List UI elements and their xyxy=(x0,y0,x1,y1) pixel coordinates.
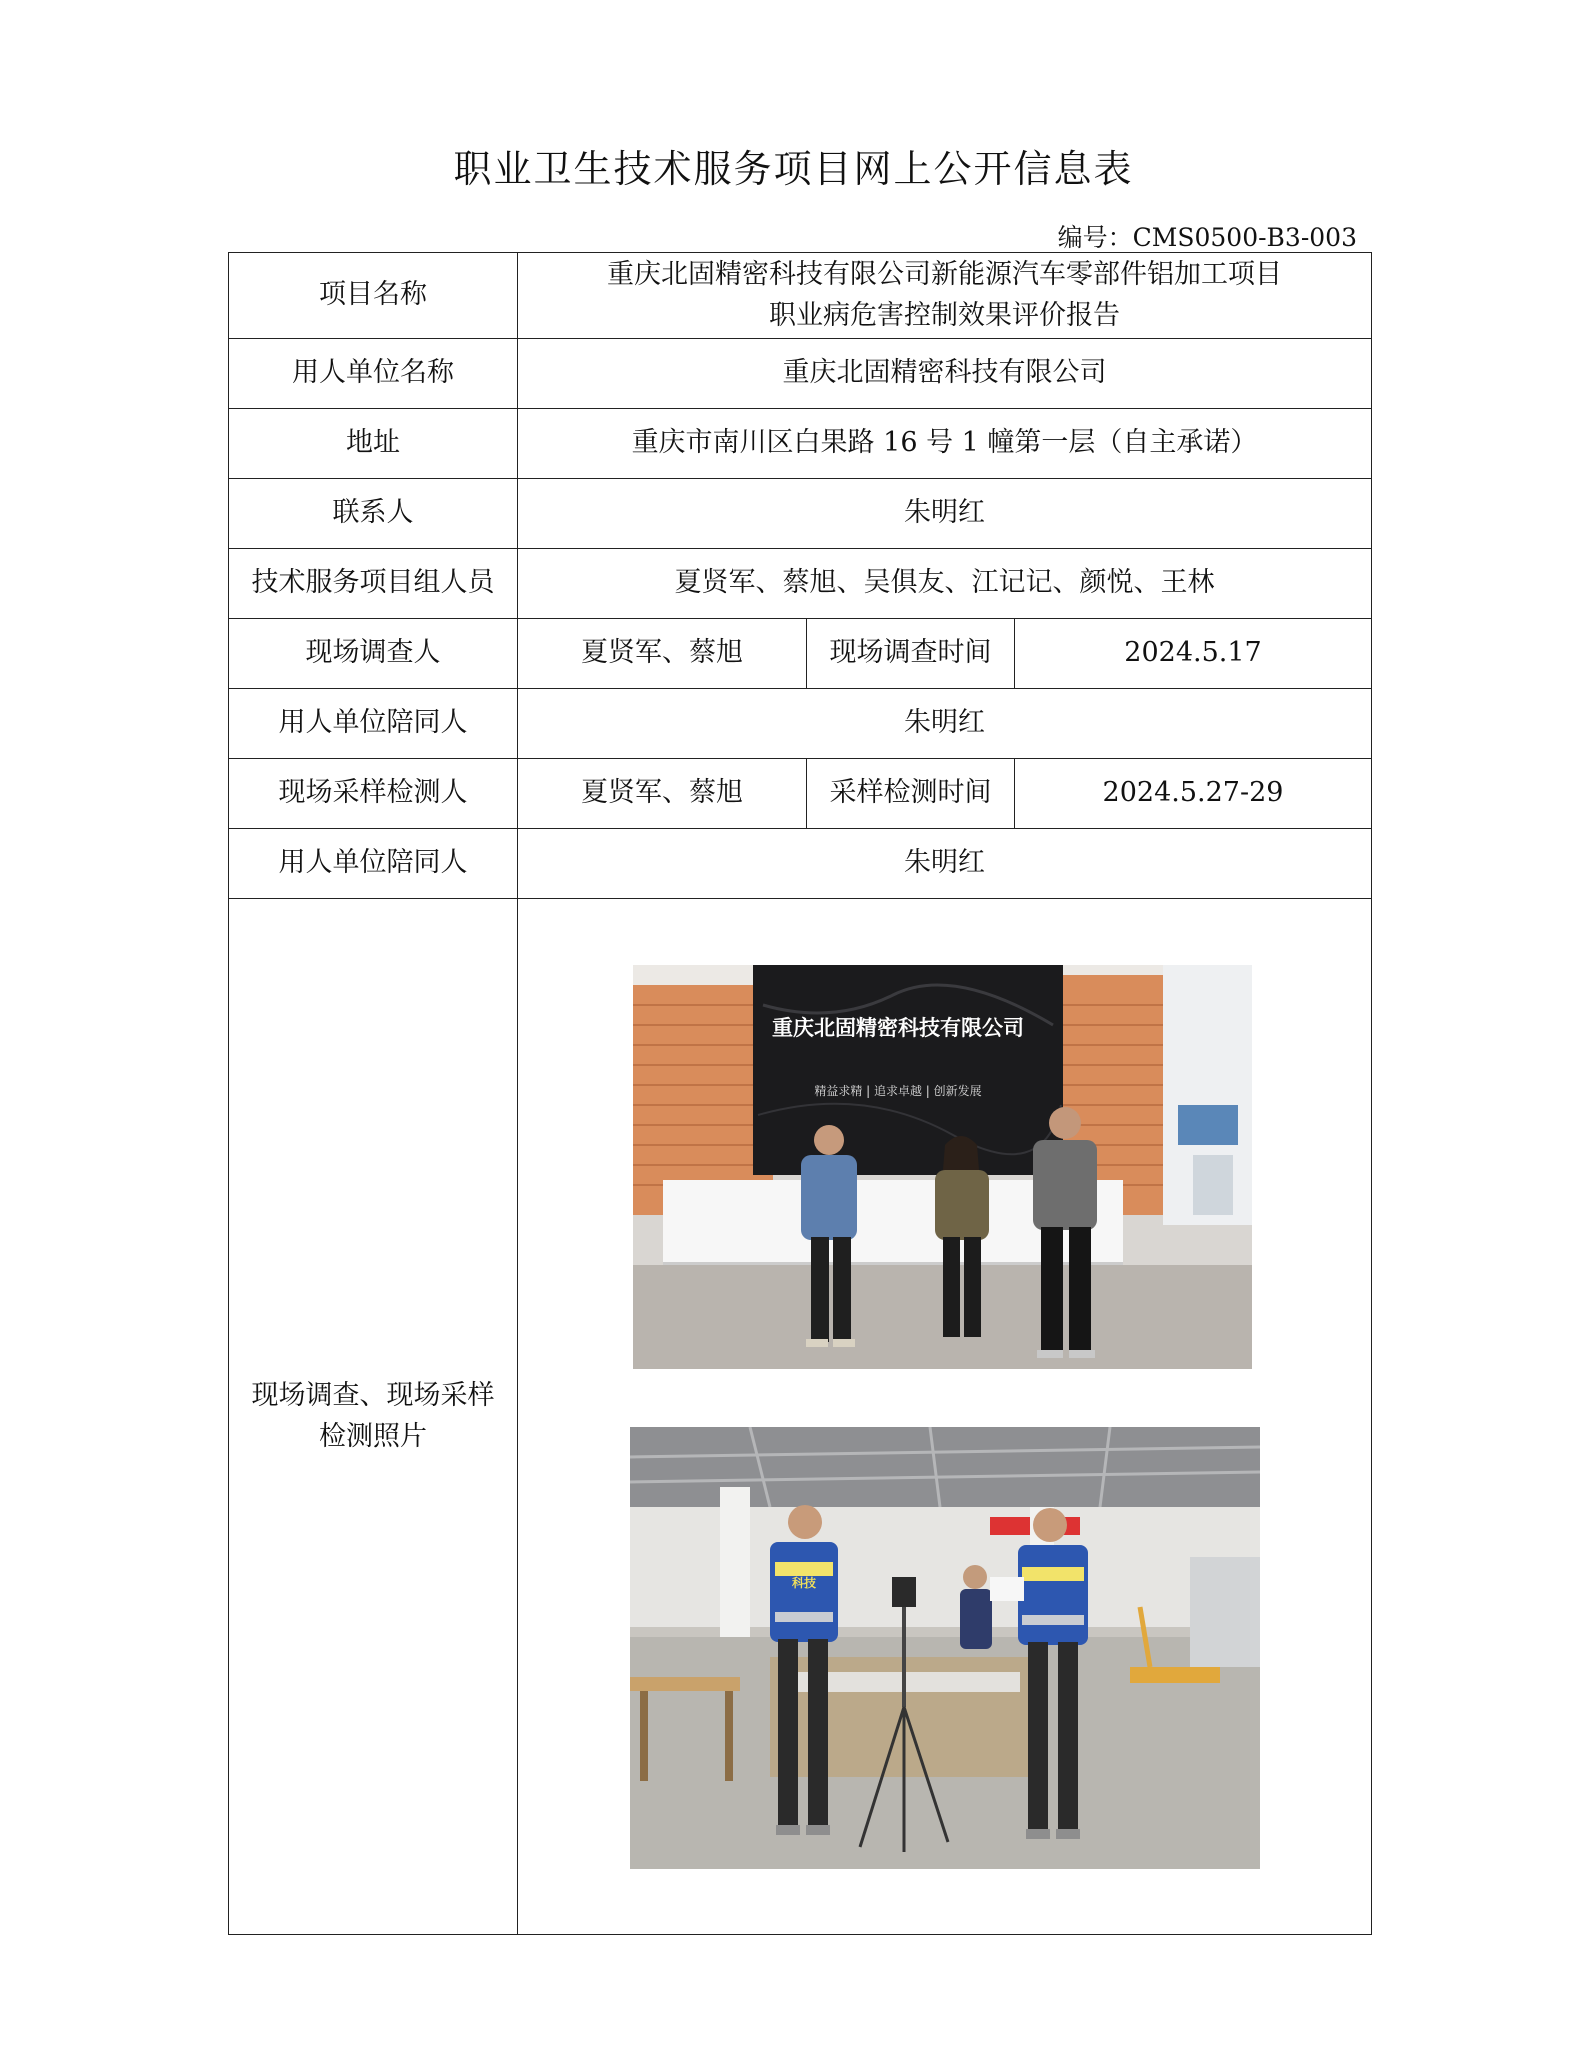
label-team: 技术服务项目组人员 xyxy=(229,549,518,619)
row-survey xyxy=(229,619,1372,689)
label-project-name: 项目名称 xyxy=(229,253,518,339)
value-survey-time: 2024.5.17 xyxy=(1015,619,1372,689)
row-photos xyxy=(229,899,1372,1935)
document-number: 编号：CMS0500-B3-003 xyxy=(1057,223,1357,252)
value-sampling: 夏贤军、蔡旭 xyxy=(518,759,807,829)
row-employer xyxy=(229,339,1372,409)
info-table xyxy=(228,252,1372,1935)
sign-slogan: 精益求精 | 追求卓越 | 创新发展 xyxy=(814,1083,982,1098)
photo-reception-image xyxy=(633,965,1252,1369)
row-team xyxy=(229,549,1372,619)
photo-workshop xyxy=(630,1427,1260,1869)
value-team: 夏贤军、蔡旭、吴俱友、江记记、颜悦、王林 xyxy=(518,549,1372,619)
sign-company-name: 重庆北固精密科技有限公司 xyxy=(772,1015,1024,1040)
label-survey-escort: 用人单位陪同人 xyxy=(229,689,518,759)
label-sampling-escort: 用人单位陪同人 xyxy=(229,829,518,899)
label-survey: 现场调查人 xyxy=(229,619,518,689)
row-project-name xyxy=(229,253,1372,339)
value-sampling-time: 2024.5.27-29 xyxy=(1015,759,1372,829)
label-sampling: 现场采样检测人 xyxy=(229,759,518,829)
label-sampling-time: 采样检测时间 xyxy=(807,759,1015,829)
value-sampling-escort: 朱明红 xyxy=(518,829,1372,899)
photo-reception xyxy=(633,965,1252,1369)
value-survey-escort: 朱明红 xyxy=(518,689,1372,759)
vest-text-left: 科技 xyxy=(791,1575,816,1590)
label-address: 地址 xyxy=(229,409,518,479)
value-survey: 夏贤军、蔡旭 xyxy=(518,619,807,689)
label-contact: 联系人 xyxy=(229,479,518,549)
value-project-name xyxy=(518,253,1372,339)
label-survey-time: 现场调查时间 xyxy=(807,619,1015,689)
photo-workshop-image xyxy=(630,1427,1260,1869)
value-employer: 重庆北固精密科技有限公司 xyxy=(518,339,1372,409)
row-address xyxy=(229,409,1372,479)
photos-label-line1: 现场调查、现场采样 xyxy=(251,1380,495,1411)
label-photos xyxy=(229,899,518,1935)
page-title: 职业卫生技术服务项目网上公开信息表 xyxy=(453,147,1134,191)
row-survey-escort xyxy=(229,689,1372,759)
value-address: 重庆市南川区白果路 16 号 1 幢第一层（自主承诺） xyxy=(518,409,1372,479)
row-contact xyxy=(229,479,1372,549)
label-employer: 用人单位名称 xyxy=(229,339,518,409)
photos-container xyxy=(524,965,1365,1869)
photos-cell xyxy=(518,899,1372,1935)
project-name-line1: 重庆北固精密科技有限公司新能源汽车零部件铝加工项目 xyxy=(607,259,1282,290)
row-sampling-escort xyxy=(229,829,1372,899)
value-contact: 朱明红 xyxy=(518,479,1372,549)
photos-label-line2: 检测照片 xyxy=(319,1420,427,1452)
project-name-line2: 职业病危害控制效果评价报告 xyxy=(769,299,1120,331)
row-sampling xyxy=(229,759,1372,829)
